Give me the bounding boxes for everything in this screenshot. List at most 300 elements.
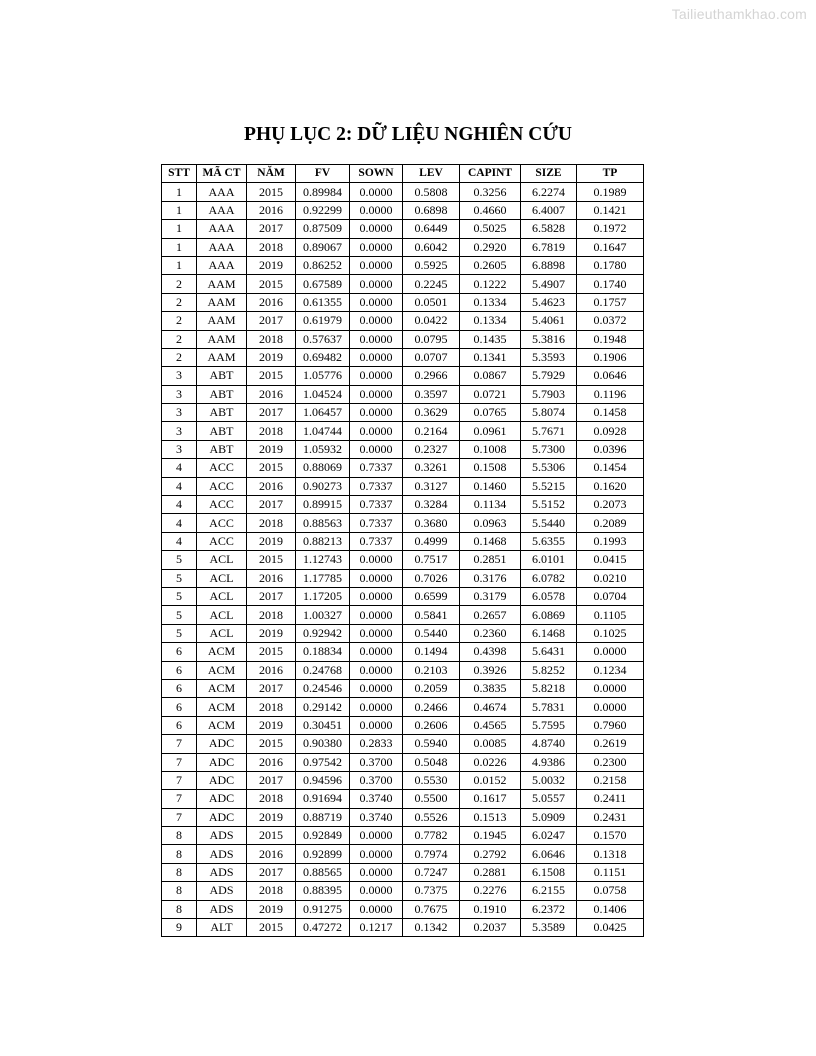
cell-lev: 0.2245 (403, 275, 460, 293)
cell-fv: 0.24546 (296, 679, 350, 697)
cell-ma-ct: ACL (197, 569, 247, 587)
cell-lev: 0.2059 (403, 679, 460, 697)
cell-ma-ct: ACM (197, 698, 247, 716)
cell-sown: 0.0000 (350, 330, 403, 348)
cell-fv: 0.92299 (296, 201, 350, 219)
cell-tp: 0.0000 (577, 679, 644, 697)
cell-nam: 2017 (247, 220, 296, 238)
cell-ma-ct: AAA (197, 256, 247, 274)
cell-lev: 0.3261 (403, 459, 460, 477)
cell-nam: 2015 (247, 183, 296, 201)
cell-capint: 0.2037 (460, 919, 521, 937)
cell-fv: 1.04744 (296, 422, 350, 440)
cell-sown: 0.0000 (350, 624, 403, 642)
cell-stt: 8 (162, 882, 197, 900)
header-tp: TP (577, 165, 644, 183)
cell-fv: 0.89067 (296, 238, 350, 256)
cell-tp: 0.1234 (577, 661, 644, 679)
cell-capint: 0.2920 (460, 238, 521, 256)
table-row (162, 220, 644, 238)
cell-capint: 0.2276 (460, 882, 521, 900)
cell-size: 6.2372 (521, 900, 577, 918)
cell-lev: 0.3597 (403, 385, 460, 403)
cell-sown: 0.0000 (350, 275, 403, 293)
cell-size: 5.3816 (521, 330, 577, 348)
cell-sown: 0.0000 (350, 698, 403, 716)
cell-ma-ct: ACM (197, 679, 247, 697)
cell-size: 6.0247 (521, 827, 577, 845)
cell-tp: 0.1620 (577, 477, 644, 495)
cell-sown: 0.0000 (350, 569, 403, 587)
cell-lev: 0.5530 (403, 771, 460, 789)
cell-size: 5.4907 (521, 275, 577, 293)
cell-sown: 0.0000 (350, 900, 403, 918)
cell-sown: 0.3740 (350, 790, 403, 808)
table-body (162, 183, 644, 937)
cell-ma-ct: ABT (197, 404, 247, 422)
table-row (162, 919, 644, 937)
cell-size: 5.3593 (521, 348, 577, 366)
cell-nam: 2016 (247, 661, 296, 679)
table-row (162, 348, 644, 366)
cell-nam: 2016 (247, 293, 296, 311)
cell-ma-ct: ALT (197, 919, 247, 937)
cell-sown: 0.0000 (350, 551, 403, 569)
cell-size: 5.6431 (521, 643, 577, 661)
cell-nam: 2015 (247, 367, 296, 385)
cell-capint: 0.0961 (460, 422, 521, 440)
cell-capint: 0.2881 (460, 863, 521, 881)
cell-tp: 0.0210 (577, 569, 644, 587)
cell-lev: 0.7247 (403, 863, 460, 881)
cell-fv: 1.04524 (296, 385, 350, 403)
cell-tp: 0.0372 (577, 312, 644, 330)
cell-size: 6.2155 (521, 882, 577, 900)
cell-lev: 0.5841 (403, 606, 460, 624)
cell-lev: 0.2327 (403, 440, 460, 458)
cell-ma-ct: ACL (197, 606, 247, 624)
cell-nam: 2016 (247, 753, 296, 771)
cell-nam: 2018 (247, 422, 296, 440)
cell-tp: 0.2300 (577, 753, 644, 771)
cell-stt: 1 (162, 238, 197, 256)
cell-lev: 0.5048 (403, 753, 460, 771)
cell-lev: 0.5940 (403, 735, 460, 753)
table-row (162, 477, 644, 495)
table-row (162, 587, 644, 605)
cell-tp: 0.2073 (577, 496, 644, 514)
cell-lev: 0.7974 (403, 845, 460, 863)
cell-sown: 0.0000 (350, 587, 403, 605)
cell-ma-ct: ACM (197, 716, 247, 734)
cell-capint: 0.2792 (460, 845, 521, 863)
cell-nam: 2017 (247, 587, 296, 605)
cell-sown: 0.0000 (350, 238, 403, 256)
cell-size: 5.0032 (521, 771, 577, 789)
cell-ma-ct: ADS (197, 863, 247, 881)
cell-fv: 1.12743 (296, 551, 350, 569)
cell-stt: 3 (162, 404, 197, 422)
cell-ma-ct: ABT (197, 385, 247, 403)
cell-nam: 2015 (247, 275, 296, 293)
cell-ma-ct: ADS (197, 882, 247, 900)
cell-capint: 0.1945 (460, 827, 521, 845)
cell-nam: 2019 (247, 624, 296, 642)
cell-capint: 0.1341 (460, 348, 521, 366)
cell-stt: 6 (162, 698, 197, 716)
cell-sown: 0.0000 (350, 385, 403, 403)
cell-ma-ct: AAM (197, 348, 247, 366)
cell-tp: 0.2431 (577, 808, 644, 826)
table-row (162, 735, 644, 753)
cell-stt: 7 (162, 790, 197, 808)
cell-fv: 0.89915 (296, 496, 350, 514)
cell-tp: 0.1647 (577, 238, 644, 256)
table-row (162, 330, 644, 348)
cell-nam: 2018 (247, 330, 296, 348)
cell-stt: 8 (162, 900, 197, 918)
header-stt: STT (162, 165, 197, 183)
cell-nam: 2019 (247, 532, 296, 550)
table-row (162, 551, 644, 569)
cell-tp: 0.1780 (577, 256, 644, 274)
cell-lev: 0.0795 (403, 330, 460, 348)
cell-lev: 0.7782 (403, 827, 460, 845)
cell-fv: 0.90273 (296, 477, 350, 495)
table-row (162, 440, 644, 458)
cell-sown: 0.7337 (350, 532, 403, 550)
cell-ma-ct: AAA (197, 238, 247, 256)
cell-fv: 0.97542 (296, 753, 350, 771)
cell-sown: 0.0000 (350, 422, 403, 440)
cell-size: 5.7595 (521, 716, 577, 734)
cell-ma-ct: AAM (197, 330, 247, 348)
cell-ma-ct: AAA (197, 220, 247, 238)
table-row (162, 643, 644, 661)
cell-stt: 4 (162, 459, 197, 477)
cell-size: 6.1468 (521, 624, 577, 642)
table-row (162, 514, 644, 532)
cell-stt: 4 (162, 477, 197, 495)
cell-stt: 6 (162, 643, 197, 661)
cell-capint: 0.0963 (460, 514, 521, 532)
cell-stt: 8 (162, 863, 197, 881)
cell-size: 5.0909 (521, 808, 577, 826)
table-row (162, 532, 644, 550)
cell-nam: 2018 (247, 882, 296, 900)
cell-lev: 0.0707 (403, 348, 460, 366)
table-row (162, 404, 644, 422)
cell-ma-ct: ADS (197, 827, 247, 845)
table-row (162, 698, 644, 716)
cell-stt: 4 (162, 496, 197, 514)
cell-capint: 0.5025 (460, 220, 521, 238)
cell-capint: 0.3179 (460, 587, 521, 605)
table-row (162, 771, 644, 789)
table-row (162, 845, 644, 863)
cell-tp: 0.0415 (577, 551, 644, 569)
cell-ma-ct: ACL (197, 624, 247, 642)
cell-tp: 0.2158 (577, 771, 644, 789)
cell-ma-ct: ABT (197, 367, 247, 385)
header-lev: LEV (403, 165, 460, 183)
table-row (162, 661, 644, 679)
cell-size: 5.5306 (521, 459, 577, 477)
cell-stt: 6 (162, 679, 197, 697)
cell-ma-ct: ADS (197, 900, 247, 918)
cell-nam: 2017 (247, 496, 296, 514)
cell-fv: 0.91275 (296, 900, 350, 918)
cell-stt: 1 (162, 183, 197, 201)
cell-fv: 0.90380 (296, 735, 350, 753)
cell-capint: 0.2851 (460, 551, 521, 569)
cell-nam: 2016 (247, 569, 296, 587)
cell-ma-ct: ACM (197, 661, 247, 679)
cell-stt: 8 (162, 827, 197, 845)
cell-ma-ct: ACC (197, 496, 247, 514)
cell-lev: 0.3629 (403, 404, 460, 422)
cell-fv: 0.94596 (296, 771, 350, 789)
cell-size: 5.3589 (521, 919, 577, 937)
cell-capint: 0.1617 (460, 790, 521, 808)
cell-stt: 5 (162, 606, 197, 624)
cell-ma-ct: AAM (197, 312, 247, 330)
cell-nam: 2015 (247, 459, 296, 477)
cell-size: 5.8252 (521, 661, 577, 679)
cell-tp: 0.1570 (577, 827, 644, 845)
cell-size: 6.2274 (521, 183, 577, 201)
cell-capint: 0.1508 (460, 459, 521, 477)
cell-ma-ct: AAA (197, 183, 247, 201)
cell-sown: 0.0000 (350, 367, 403, 385)
cell-ma-ct: ADC (197, 808, 247, 826)
cell-ma-ct: AAM (197, 275, 247, 293)
cell-lev: 0.6898 (403, 201, 460, 219)
table-row (162, 716, 644, 734)
cell-tp: 0.1454 (577, 459, 644, 477)
cell-size: 4.9386 (521, 753, 577, 771)
cell-sown: 0.7337 (350, 459, 403, 477)
cell-fv: 0.92942 (296, 624, 350, 642)
cell-size: 5.0557 (521, 790, 577, 808)
cell-stt: 4 (162, 532, 197, 550)
cell-sown: 0.0000 (350, 183, 403, 201)
cell-ma-ct: ACL (197, 587, 247, 605)
cell-ma-ct: ACC (197, 514, 247, 532)
page-title: PHỤ LỤC 2: DỮ LIỆU NGHIÊN CỨU (244, 124, 572, 145)
cell-tp: 0.1196 (577, 385, 644, 403)
table-row (162, 201, 644, 219)
cell-size: 5.6355 (521, 532, 577, 550)
cell-tp: 0.0000 (577, 643, 644, 661)
cell-tp: 0.1989 (577, 183, 644, 201)
table-header-row (162, 165, 644, 183)
cell-fv: 0.89984 (296, 183, 350, 201)
cell-size: 5.8074 (521, 404, 577, 422)
cell-nam: 2015 (247, 919, 296, 937)
cell-lev: 0.2164 (403, 422, 460, 440)
table-row (162, 808, 644, 826)
cell-sown: 0.0000 (350, 882, 403, 900)
cell-size: 6.4007 (521, 201, 577, 219)
cell-capint: 0.2657 (460, 606, 521, 624)
cell-nam: 2016 (247, 201, 296, 219)
cell-tp: 0.1406 (577, 900, 644, 918)
cell-nam: 2018 (247, 238, 296, 256)
cell-size: 6.0782 (521, 569, 577, 587)
cell-tp: 0.0928 (577, 422, 644, 440)
cell-ma-ct: ABT (197, 422, 247, 440)
cell-size: 5.7929 (521, 367, 577, 385)
cell-ma-ct: ADS (197, 845, 247, 863)
cell-lev: 0.6449 (403, 220, 460, 238)
cell-tp: 0.0646 (577, 367, 644, 385)
cell-fv: 0.57637 (296, 330, 350, 348)
header-sown: SOWN (350, 165, 403, 183)
cell-size: 6.0646 (521, 845, 577, 863)
cell-tp: 0.2089 (577, 514, 644, 532)
cell-ma-ct: ACC (197, 459, 247, 477)
cell-fv: 0.88563 (296, 514, 350, 532)
cell-capint: 0.3835 (460, 679, 521, 697)
cell-capint: 0.0867 (460, 367, 521, 385)
cell-capint: 0.1468 (460, 532, 521, 550)
cell-capint: 0.0152 (460, 771, 521, 789)
cell-nam: 2018 (247, 514, 296, 532)
cell-sown: 0.1217 (350, 919, 403, 937)
cell-stt: 2 (162, 293, 197, 311)
cell-stt: 3 (162, 422, 197, 440)
cell-sown: 0.0000 (350, 643, 403, 661)
cell-tp: 0.0758 (577, 882, 644, 900)
cell-tp: 0.0704 (577, 587, 644, 605)
cell-ma-ct: ABT (197, 440, 247, 458)
table-row (162, 496, 644, 514)
cell-tp: 0.1151 (577, 863, 644, 881)
cell-nam: 2019 (247, 808, 296, 826)
cell-nam: 2019 (247, 716, 296, 734)
cell-tp: 0.1318 (577, 845, 644, 863)
cell-capint: 0.4398 (460, 643, 521, 661)
cell-tp: 0.1993 (577, 532, 644, 550)
cell-fv: 0.86252 (296, 256, 350, 274)
cell-stt: 7 (162, 808, 197, 826)
cell-sown: 0.0000 (350, 312, 403, 330)
cell-capint: 0.1334 (460, 293, 521, 311)
cell-tp: 0.0425 (577, 919, 644, 937)
cell-lev: 0.2466 (403, 698, 460, 716)
cell-lev: 0.3284 (403, 496, 460, 514)
cell-fv: 0.92899 (296, 845, 350, 863)
cell-sown: 0.0000 (350, 404, 403, 422)
cell-ma-ct: AAM (197, 293, 247, 311)
cell-size: 5.8218 (521, 679, 577, 697)
cell-lev: 0.7675 (403, 900, 460, 918)
cell-fv: 0.87509 (296, 220, 350, 238)
table-row (162, 459, 644, 477)
cell-capint: 0.1222 (460, 275, 521, 293)
cell-size: 5.4623 (521, 293, 577, 311)
cell-ma-ct: ADC (197, 735, 247, 753)
cell-lev: 0.4999 (403, 532, 460, 550)
cell-capint: 0.0085 (460, 735, 521, 753)
cell-fv: 1.17205 (296, 587, 350, 605)
cell-fv: 0.91694 (296, 790, 350, 808)
cell-fv: 0.88069 (296, 459, 350, 477)
cell-nam: 2015 (247, 735, 296, 753)
cell-size: 5.5152 (521, 496, 577, 514)
cell-tp: 0.2619 (577, 735, 644, 753)
cell-nam: 2016 (247, 845, 296, 863)
cell-capint: 0.0721 (460, 385, 521, 403)
cell-stt: 5 (162, 569, 197, 587)
cell-tp: 0.1948 (577, 330, 644, 348)
cell-lev: 0.2103 (403, 661, 460, 679)
table-row (162, 183, 644, 201)
cell-stt: 6 (162, 661, 197, 679)
cell-stt: 4 (162, 514, 197, 532)
cell-size: 6.0869 (521, 606, 577, 624)
cell-lev: 0.1342 (403, 919, 460, 937)
cell-sown: 0.3700 (350, 753, 403, 771)
cell-sown: 0.7337 (350, 496, 403, 514)
cell-nam: 2015 (247, 643, 296, 661)
cell-stt: 2 (162, 312, 197, 330)
cell-fv: 1.00327 (296, 606, 350, 624)
cell-stt: 7 (162, 753, 197, 771)
cell-nam: 2016 (247, 385, 296, 403)
cell-sown: 0.0000 (350, 716, 403, 734)
cell-size: 5.7671 (521, 422, 577, 440)
cell-lev: 0.5925 (403, 256, 460, 274)
cell-stt: 5 (162, 551, 197, 569)
cell-lev: 0.5440 (403, 624, 460, 642)
cell-sown: 0.3700 (350, 771, 403, 789)
cell-stt: 9 (162, 919, 197, 937)
cell-tp: 0.0396 (577, 440, 644, 458)
cell-lev: 0.3127 (403, 477, 460, 495)
cell-size: 6.5828 (521, 220, 577, 238)
cell-stt: 5 (162, 624, 197, 642)
cell-stt: 2 (162, 275, 197, 293)
cell-capint: 0.1134 (460, 496, 521, 514)
cell-lev: 0.5500 (403, 790, 460, 808)
table-row (162, 385, 644, 403)
cell-sown: 0.0000 (350, 845, 403, 863)
cell-fv: 1.17785 (296, 569, 350, 587)
cell-stt: 3 (162, 367, 197, 385)
cell-sown: 0.0000 (350, 220, 403, 238)
cell-capint: 0.4660 (460, 201, 521, 219)
cell-ma-ct: ACM (197, 643, 247, 661)
cell-fv: 1.05776 (296, 367, 350, 385)
cell-nam: 2019 (247, 348, 296, 366)
table-row (162, 275, 644, 293)
cell-nam: 2017 (247, 312, 296, 330)
header-size: SIZE (521, 165, 577, 183)
cell-sown: 0.0000 (350, 440, 403, 458)
cell-capint: 0.3176 (460, 569, 521, 587)
table-row (162, 606, 644, 624)
cell-size: 6.7819 (521, 238, 577, 256)
cell-nam: 2019 (247, 440, 296, 458)
cell-tp: 0.2411 (577, 790, 644, 808)
cell-lev: 0.5526 (403, 808, 460, 826)
cell-capint: 0.1008 (460, 440, 521, 458)
cell-sown: 0.0000 (350, 348, 403, 366)
cell-sown: 0.0000 (350, 827, 403, 845)
cell-lev: 0.3680 (403, 514, 460, 532)
